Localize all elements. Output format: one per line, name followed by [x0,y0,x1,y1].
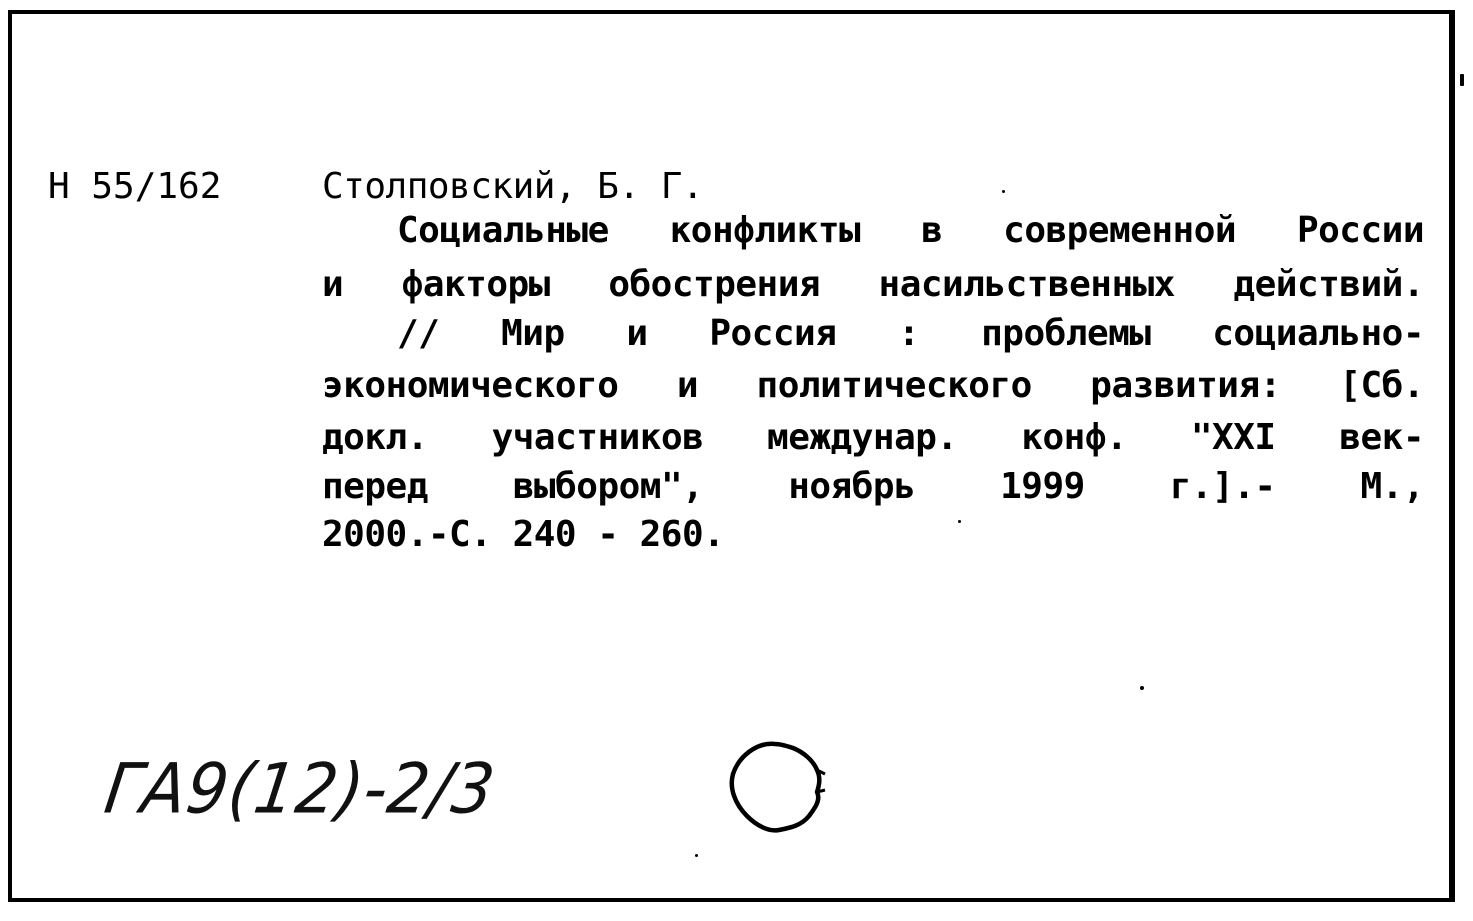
source-line: перед выбором", ноябрь 1999 г.].- М., [322,466,1424,507]
pages-line: 2000.-С. 240 - 260. [322,514,725,555]
title-line: и факторы обострения насильственных действий. [322,264,1424,305]
source-line: // Мир и Россия : проблемы социально- [397,313,1424,354]
paper-speck [695,854,698,857]
catalog-card [8,10,1455,902]
paper-speck [1002,190,1005,193]
paper-speck [1140,686,1144,690]
handwritten-classification-code: ГА9(12)-2/3 [100,750,500,830]
paper-speck [1460,74,1464,86]
paper-speck [958,520,961,523]
title-line: Социальные конфликты в современной России [397,210,1424,251]
source-line: экономического и политического развития: [Сб. [322,365,1424,406]
author-heading: Столповский, Б. Г. [322,166,704,207]
shelfmark: Н 55/162 [48,166,222,207]
punch-hole-icon [717,734,837,844]
source-line: докл. участников междунар. конф. "XXI век- [322,417,1424,458]
